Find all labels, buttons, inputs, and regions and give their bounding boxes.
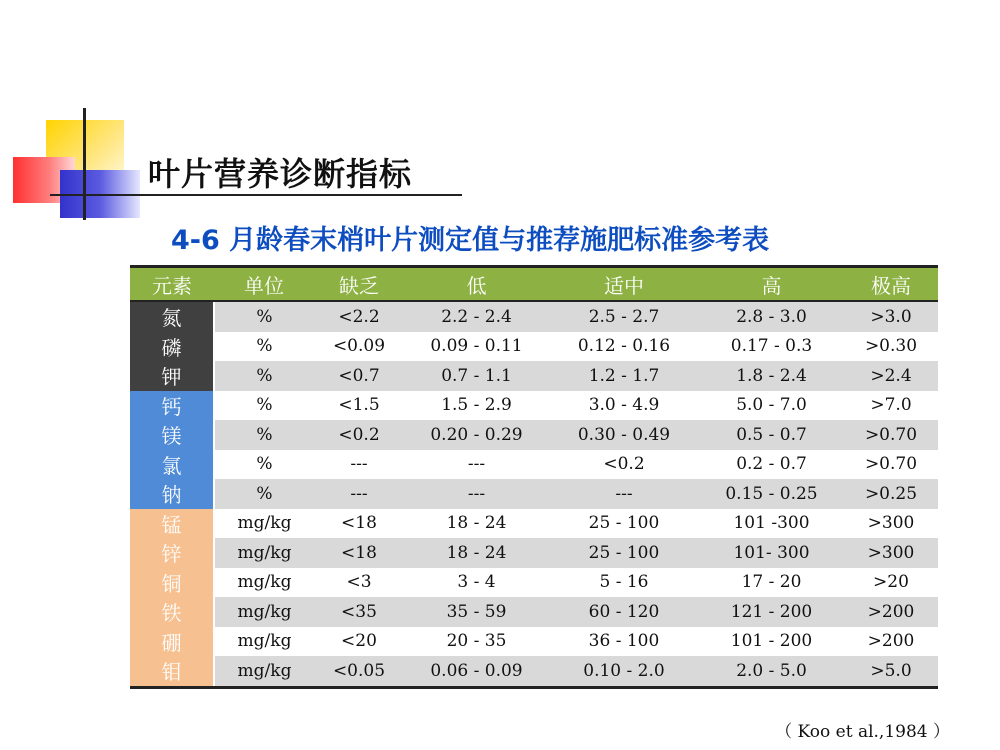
value-cell: >300 (867, 513, 915, 534)
value-cell: 0.06 - 0.09 (404, 656, 549, 687)
element-cell: 镁 (130, 420, 214, 450)
value-cell: 1.5 - 2.9 (441, 395, 512, 416)
value-cell: 25 - 100 (588, 513, 660, 534)
value-cell: % (214, 479, 314, 509)
header-cell: 适中 (549, 267, 699, 302)
element-cell: 锰 (130, 509, 214, 539)
value-cell: 0.20 - 0.29 (404, 420, 549, 450)
value-cell: 2.2 - 2.4 (404, 301, 549, 332)
value-cell: >200 (844, 597, 938, 627)
value-cell: 101 -300 (733, 513, 810, 534)
table-row (130, 627, 938, 657)
value-cell: mg/kg (214, 656, 314, 687)
value-cell: mg/kg (214, 538, 314, 568)
value-cell: 36 - 100 (588, 631, 660, 652)
value-cell: --- (314, 479, 404, 509)
value-cell: <20 (341, 631, 377, 652)
value-cell: >20 (873, 572, 909, 593)
value-cell: 60 - 120 (549, 597, 699, 627)
slide-title: 叶片营养诊断指标 (148, 155, 413, 193)
header-cell: 缺乏 (314, 267, 404, 302)
element-cell: 铜 (130, 568, 214, 598)
header-cell: 高 (699, 267, 844, 302)
value-cell: 0.09 - 0.11 (430, 336, 523, 357)
value-cell: <3 (346, 572, 372, 593)
citation: （ Koo et al.,1984 ） (775, 722, 950, 742)
value-cell: <0.2 (603, 454, 645, 475)
table-row (130, 538, 938, 568)
table-row (130, 509, 938, 539)
table-row (130, 420, 938, 450)
value-cell: <0.05 (314, 656, 404, 687)
value-cell: >0.70 (844, 420, 938, 450)
value-cell: 0.30 - 0.49 (549, 420, 699, 450)
value-cell: % (214, 301, 314, 332)
value-cell: --- (467, 454, 486, 475)
value-cell: 0.12 - 0.16 (577, 336, 671, 357)
value-cell: >2.4 (844, 361, 938, 391)
value-cell: 121 - 200 (699, 597, 844, 627)
element-cell: 锌 (130, 538, 214, 568)
element-cell: 氮 (130, 301, 214, 332)
value-cell: >0.30 (864, 336, 918, 357)
table-row (130, 391, 938, 421)
value-cell: >300 (844, 538, 938, 568)
element-cell: 钼 (130, 656, 214, 687)
value-cell: >3.0 (844, 301, 938, 332)
value-cell: 0.2 - 0.7 (736, 454, 807, 475)
value-cell: mg/kg (237, 631, 292, 652)
table-row (130, 568, 938, 598)
value-cell: 0.17 - 0.3 (730, 336, 813, 357)
value-cell: <0.09 (332, 336, 386, 357)
value-cell: 5.0 - 7.0 (736, 395, 807, 416)
value-cell: 18 - 24 (404, 538, 549, 568)
value-cell: 101 - 200 (730, 631, 813, 652)
element-cell: 磷 (130, 332, 214, 362)
value-cell: 101- 300 (699, 538, 844, 568)
value-cell: <35 (314, 597, 404, 627)
value-cell: 17 - 20 (741, 572, 802, 593)
value-cell: >7.0 (870, 395, 912, 416)
element-cell: 钙 (130, 391, 214, 421)
value-cell: 2.0 - 5.0 (699, 656, 844, 687)
value-cell: <18 (341, 513, 377, 534)
value-cell: mg/kg (214, 597, 314, 627)
value-cell: mg/kg (237, 572, 292, 593)
element-cell: 铁 (130, 597, 214, 627)
value-cell: <1.5 (338, 395, 380, 416)
value-cell: 0.15 - 0.25 (699, 479, 844, 509)
value-cell: 5 - 16 (599, 572, 649, 593)
value-cell: <2.2 (314, 301, 404, 332)
table-caption: 4-6 月龄春末梢叶片测定值与推荐施肥标准参考表 (171, 225, 770, 256)
table-row (130, 361, 938, 391)
decor-vertical-line (83, 108, 86, 220)
value-cell: --- (549, 479, 699, 509)
table-row (130, 301, 938, 332)
value-cell: >0.70 (864, 454, 918, 475)
element-cell: 钾 (130, 361, 214, 391)
table-row (130, 479, 938, 509)
value-cell: 1.2 - 1.7 (549, 361, 699, 391)
value-cell: >0.25 (844, 479, 938, 509)
nutrient-table (130, 265, 938, 689)
value-cell: <0.7 (314, 361, 404, 391)
value-cell: % (256, 395, 273, 416)
value-cell: --- (404, 479, 549, 509)
value-cell: 35 - 59 (404, 597, 549, 627)
table-row (130, 332, 938, 362)
element-cell: 氯 (130, 450, 214, 480)
element-cell: 硼 (130, 627, 214, 657)
header-cell: 低 (404, 267, 549, 302)
element-cell: 钠 (130, 479, 214, 509)
value-cell: % (256, 336, 273, 357)
value-cell: <0.2 (314, 420, 404, 450)
value-cell: <18 (314, 538, 404, 568)
header-cell: 元素 (130, 267, 214, 302)
value-cell: >200 (867, 631, 915, 652)
table-header-row (130, 267, 938, 302)
value-cell: 2.5 - 2.7 (549, 301, 699, 332)
table-row (130, 597, 938, 627)
table-body (130, 301, 938, 687)
value-cell: 3.0 - 4.9 (588, 395, 660, 416)
value-cell: % (256, 454, 273, 475)
table-row (130, 656, 938, 687)
value-cell: 25 - 100 (549, 538, 699, 568)
header-cell: 极高 (844, 267, 938, 302)
value-cell: % (214, 420, 314, 450)
value-cell: 18 - 24 (446, 513, 507, 534)
value-cell: % (214, 361, 314, 391)
value-cell: 0.7 - 1.1 (404, 361, 549, 391)
value-cell: 20 - 35 (446, 631, 507, 652)
table-row (130, 450, 938, 480)
value-cell: mg/kg (237, 513, 292, 534)
value-cell: --- (350, 454, 368, 475)
header-cell: 单位 (214, 267, 314, 302)
value-cell: 2.8 - 3.0 (699, 301, 844, 332)
value-cell: 0.10 - 2.0 (549, 656, 699, 687)
value-cell: 3 - 4 (457, 572, 496, 593)
value-cell: 1.8 - 2.4 (699, 361, 844, 391)
value-cell: 0.5 - 0.7 (699, 420, 844, 450)
value-cell: >5.0 (844, 656, 938, 687)
